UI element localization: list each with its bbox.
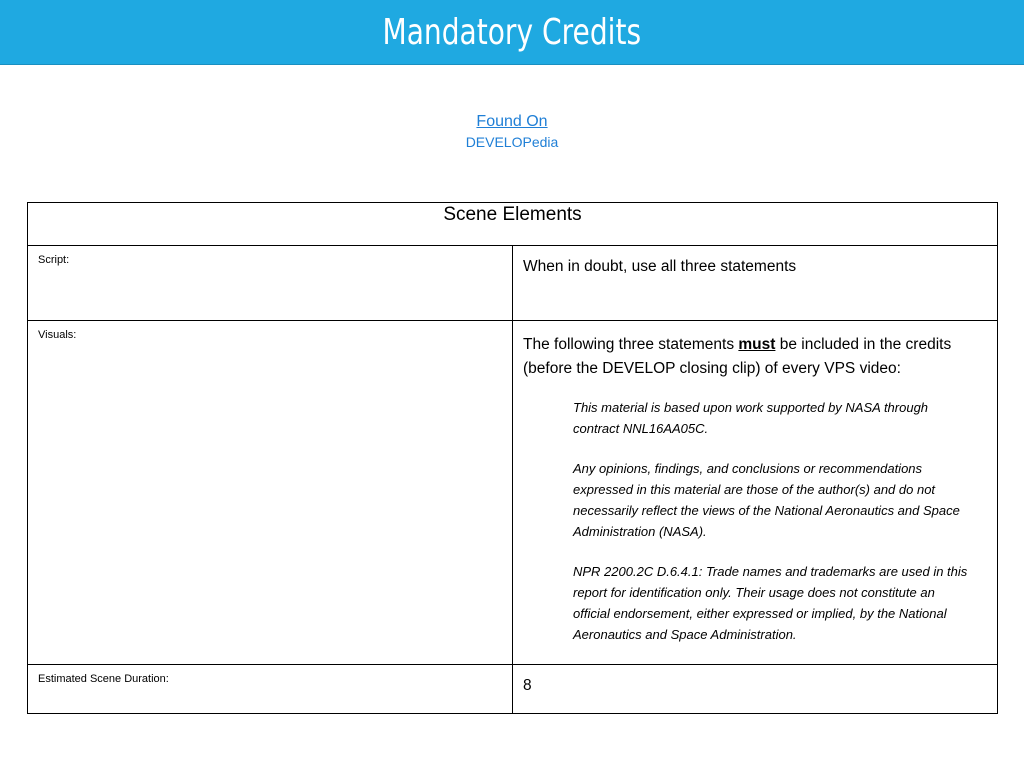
credit-statement: This material is based upon work supported by NASA through contract NNL16AA05C. [573, 400, 929, 436]
table-row-script [28, 246, 998, 321]
script-value: When in doubt, use all three statements [513, 246, 998, 321]
found-on-label[interactable]: Found On [476, 113, 548, 130]
credit-statements [573, 397, 987, 645]
table-row-visuals [28, 321, 998, 665]
duration-value: 8 [513, 665, 998, 714]
found-on-link[interactable] [0, 112, 1024, 151]
intro-before: The following three statements [523, 336, 739, 353]
credit-statement: Any opinions, findings, and conclusions or recommendations expressed in this material are those of the author(s) and do not necessarily reflect the views of the National Aeronautics and Space Administration (NASA). [573, 461, 960, 539]
table-heading: Scene Elements [28, 203, 998, 246]
duration-label: Estimated Scene Duration: [28, 665, 513, 714]
intro-after: be included in the credits (before the DEVELOP closing clip) of every VPS video: [523, 336, 952, 377]
visuals-cell [513, 321, 998, 665]
script-label: Script: [28, 246, 513, 321]
developedia-label[interactable]: DEVELOPedia [465, 134, 559, 150]
credit-statement: NPR 2200.2C D.6.4.1: Trade names and trademarks are used in this report for identification only. Their usage does not constitute an official endorsement, either expressed or implied, by the National Aeronautics and Space Administration. [573, 564, 968, 642]
intro-emphasis: must [738, 336, 776, 353]
table-row-duration [28, 665, 998, 714]
visuals-intro [523, 333, 987, 381]
visuals-label: Visuals: [28, 321, 513, 665]
page-title: Mandatory Credits [382, 11, 642, 53]
scene-elements-table [27, 202, 998, 714]
title-bar [0, 0, 1024, 65]
